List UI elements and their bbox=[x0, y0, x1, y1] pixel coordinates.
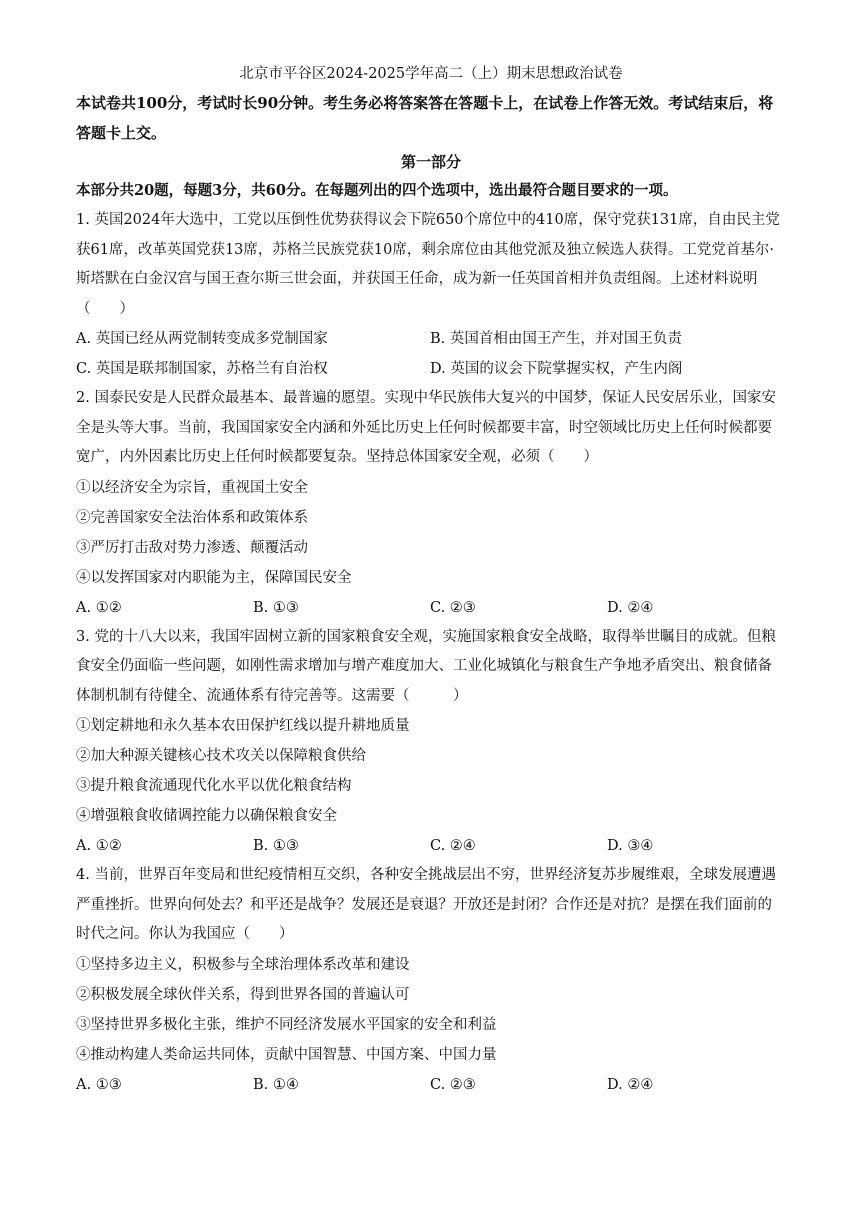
statement-4: ④以发挥国家对内职能为主，保障国民安全 bbox=[76, 569, 352, 586]
option-a[interactable]: A. 英国已经从两党制转变成多党制国家 bbox=[76, 331, 328, 347]
statement-1: ①划定耕地和永久基本农田保护红线以提升耕地质量 bbox=[76, 718, 410, 734]
options-row bbox=[76, 354, 786, 384]
statement-2: ②积极发展全球伙伴关系，得到世界各国的普遍认可 bbox=[76, 986, 410, 1003]
option-d[interactable]: D. ③④ bbox=[607, 838, 654, 854]
question-3 bbox=[76, 623, 786, 862]
statement-3: ③提升粮食流通现代化水平以优化粮食结构 bbox=[76, 778, 352, 794]
question-4 bbox=[76, 861, 786, 1100]
option-b[interactable]: B. 英国首相由国王产生，并对国王负责 bbox=[430, 331, 682, 347]
option-b[interactable]: B. ①③ bbox=[253, 838, 299, 854]
statement-4: ④推动构建人类命运共同体，贡献中国智慧、中国方案、中国力量 bbox=[76, 1046, 497, 1063]
statement-1: ①坚持多边主义，积极参与全球治理体系改革和建设 bbox=[76, 956, 410, 973]
statement-2: ②加大种源关键核心技术攻关以保障粮食供给 bbox=[76, 748, 366, 764]
question-1 bbox=[76, 206, 786, 384]
statement-2: ②完善国家安全法治体系和政策体系 bbox=[76, 509, 308, 526]
part-intro: 本部分共20题，每题3分，共60分。在每题列出的四个选项中，选出最符合题目要求的一项。 bbox=[76, 182, 678, 199]
question-stem: 1. 英国2024年大选中，工党以压倒性优势获得议会下院650个席位中的410席，保守党获131席，自由民主党获61席，改革英国党获13席，苏格兰民族党获10席，剩余席位由其他党派及独立候选人获得。工党党首基尔·斯塔默在白金汉宫与国王查尔斯三世会面，并获国王任命，成为新一任英国首相并负责组阁。上述材料说明（ ） bbox=[76, 212, 780, 317]
option-a[interactable]: A. ①③ bbox=[76, 1076, 122, 1093]
statement-4: ④增强粮食收储调控能力以确保粮食安全 bbox=[76, 808, 337, 824]
option-d[interactable]: D. ②④ bbox=[607, 599, 654, 616]
exam-title: 北京市平谷区2024-2025学年高二（上）期末思想政治试卷 bbox=[239, 66, 623, 82]
exam-page bbox=[76, 62, 786, 1100]
exam-instructions: 本试卷共100分，考试时长90分钟。考生务必将答案答在答题卡上，在试卷上作答无效。考试结束后，将答题卡上交。 bbox=[76, 94, 774, 142]
question-stem: 3. 党的十八大以来，我国牢固树立新的国家粮食安全观，实施国家粮食安全战略，取得举世瞩目的成就。但粮食安全仍面临一些问题，如刚性需求增加与增产难度加大、工业化城镇化与粮食生产争地矛盾突出、粮食储备体制机制有待健全、流通体系有待完善等。这需要（ ） bbox=[76, 628, 776, 704]
statement-3: ③严厉打击敌对势力渗透、颠覆活动 bbox=[76, 539, 308, 556]
option-a[interactable]: A. ①② bbox=[76, 599, 122, 616]
options-row bbox=[76, 831, 786, 861]
statement-3: ③坚持世界多极化主张，维护不同经济发展水平国家的安全和利益 bbox=[76, 1016, 497, 1033]
option-c[interactable]: C. ②③ bbox=[430, 599, 476, 616]
option-c[interactable]: C. ②③ bbox=[430, 1076, 476, 1093]
option-d[interactable]: D. 英国的议会下院掌握实权，产生内阁 bbox=[430, 361, 683, 377]
option-a[interactable]: A. ①② bbox=[76, 838, 122, 854]
option-b[interactable]: B. ①④ bbox=[253, 1076, 299, 1093]
part-heading: 第一部分 bbox=[400, 153, 461, 171]
statement-1: ①以经济安全为宗旨，重视国土安全 bbox=[76, 479, 308, 496]
option-c[interactable]: C. 英国是联邦制国家，苏格兰有自治权 bbox=[76, 361, 328, 377]
question-2 bbox=[76, 384, 786, 623]
options-row bbox=[76, 324, 786, 354]
options-row bbox=[76, 1070, 786, 1100]
option-b[interactable]: B. ①③ bbox=[253, 599, 299, 616]
question-stem: 4. 当前，世界百年变局和世纪疫情相互交织，各种安全挑战层出不穷，世界经济复苏步履维艰，全球发展遭遇严重挫折。世界向何处去？和平还是战争？发展还是衰退？开放还是封闭？合作还是对抗？是摆在我们面前的时代之问。你认为我国应（ ） bbox=[76, 867, 776, 942]
question-stem: 2. 国泰民安是人民群众最基本、最普遍的愿望。实现中华民族伟大复兴的中国梦，保证人民安居乐业，国家安全是头等大事。当前，我国国家安全内涵和外延比历史上任何时候都要丰富，时空领域比历史上任何时候都要宽广，内外因素比历史上任何时候都要复杂。坚持总体国家安全观，必须（ ） bbox=[76, 390, 776, 465]
option-d[interactable]: D. ②④ bbox=[607, 1076, 654, 1093]
option-c[interactable]: C. ②④ bbox=[430, 838, 476, 854]
options-row bbox=[76, 593, 786, 623]
